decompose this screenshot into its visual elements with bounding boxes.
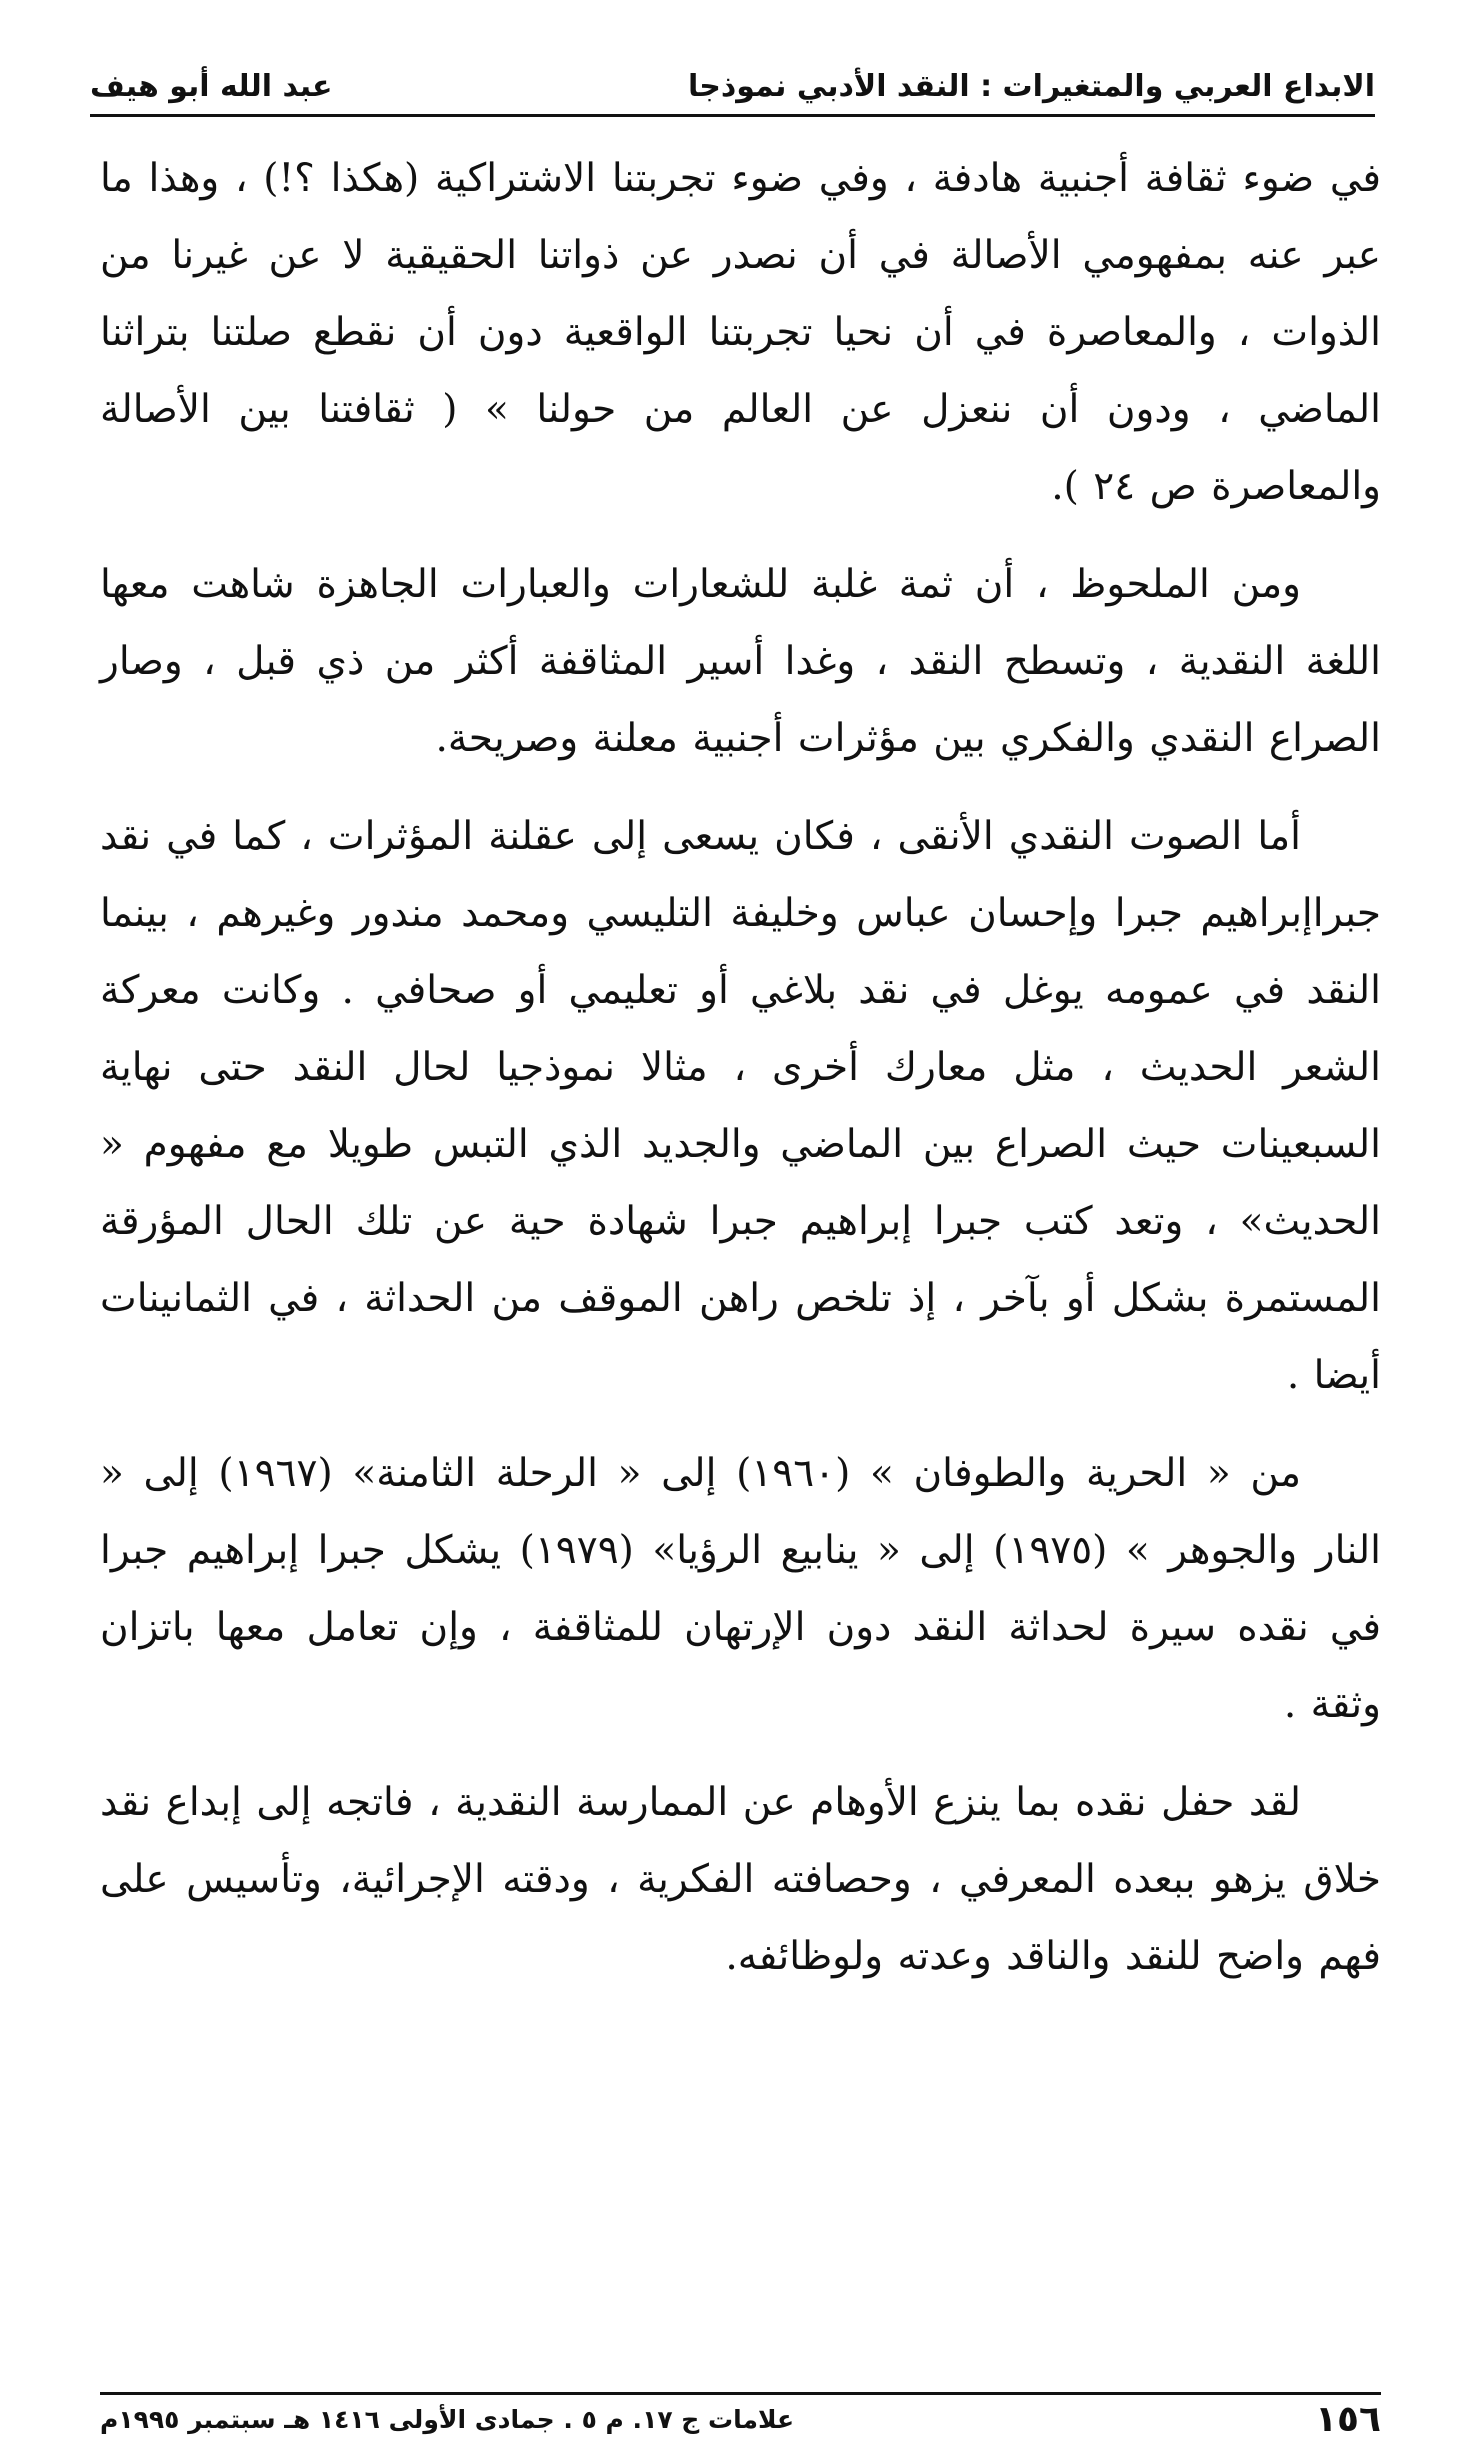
page-number: ١٥٦ [1315,2398,1381,2440]
footer-divider [100,2392,1381,2395]
header-author: عبد الله أبو هيف [90,68,333,104]
paragraph: في ضوء ثقافة أجنبية هادفة ، وفي ضوء تجربتنا الاشتراكية (هكذا ؟!) ، وهذا ما عبر عنه بمفهومي الأصالة في أن نصدر عن ذواتنا الحقيقية لا عن غيرنا من الذوات ، والمعاصرة في أن نحيا تجربتنا الواقعية دون أن نقطع صلتنا بتراثنا الماضي ، ودون أن ننعزل عن العالم من حولنا » ( ثقافتنا بين الأصالة والمعاصرة ص ٢٤ ). [100,156,1381,509]
paragraph: لقد حفل نقده بما ينزع الأوهام عن الممارسة النقدية ، فاتجه إلى إبداع نقد خلاق يزهو ببعده المعرفي ، وحصافته الفكرية ، ودقته الإجرائية، وتأسيس على فهم واضح للنقد والناقد وعدته ولوظائفه. [100,1780,1381,1979]
journal-info: علامات ج ١٧. م ٥ . جمادى الأولى ١٤١٦ هـ سبتمبر ١٩٩٥م [100,2404,795,2434]
paragraph: أما الصوت النقدي الأنقى ، فكان يسعى إلى عقلنة المؤثرات ، كما في نقد جبراإبراهيم جبرا وإحسان عباس وخليفة التليسي ومحمد مندور وغيرهم ، بينما النقد في عمومه يوغل في نقد بلاغي أو تعليمي أو صحافي . وكانت معركة الشعر الحديث ، مثل معارك أخرى ، مثالا نموذجيا لحال النقد حتى نهاية السبعينات حيث الصراع بين الماضي والجديد الذي التبس طويلا مع مفهوم « الحديث» ، وتعد كتب جبرا إبراهيم جبرا شهادة حية عن تلك الحال المؤرقة المستمرة بشكل أو بآخر ، إذ تلخص راهن الموقف من الحداثة ، في الثمانينات أيضا . [100,814,1381,1398]
article-body [100,140,1381,2016]
running-header [90,58,1375,117]
paragraph: من « الحرية والطوفان » (١٩٦٠) إلى « الرحلة الثامنة» (١٩٦٧) إلى « النار والجوهر » (١٩٧٥) إلى « ينابيع الرؤيا» (١٩٧٩) يشكل جبرا إبراهيم جبرا في نقده سيرة لحداثة النقد دون الإرتهان للمثاقفة ، وإن تعامل معها باتزان وثقة . [100,1451,1381,1727]
page-footer [100,2396,1381,2442]
header-title: الابداع العربي والمتغيرات : النقد الأدبي نموذجا [687,68,1375,104]
paragraph: ومن الملحوظ ، أن ثمة غلبة للشعارات والعبارات الجاهزة شاهت معها اللغة النقدية ، وتسطح النقد ، وغدا أسير المثاقفة أكثر من ذي قبل ، وصار الصراع النقدي والفكري بين مؤثرات أجنبية معلنة وصريحة. [100,562,1381,761]
